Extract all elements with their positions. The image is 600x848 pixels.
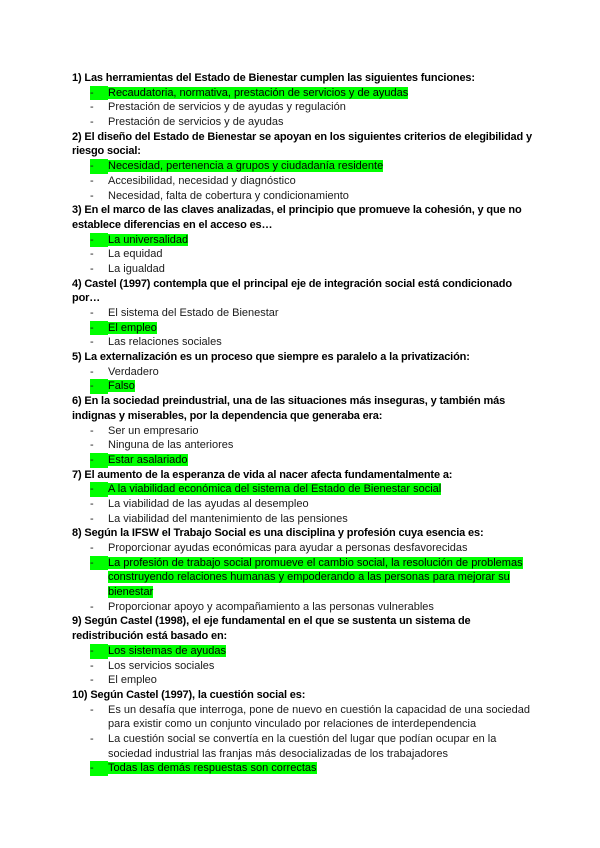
answer-option-text: El empleo (108, 321, 157, 334)
bullet-dash: - (90, 761, 108, 776)
bullet-dash: - (90, 556, 108, 571)
answer-option-correct (72, 761, 542, 776)
answer-option (72, 262, 542, 277)
answer-option (72, 100, 542, 115)
question-2: 2) El diseño del Estado de Bienestar se apoyan en los siguientes criterios de elegibilidad y riesgo social: (72, 130, 532, 158)
answer-option-correct (72, 159, 542, 174)
question-6: 6) En la sociedad preindustrial, una de las situaciones más inseguras, y también más indignas y miserables, por la dependencia que generaba era: (72, 395, 506, 422)
answer-option-text: Accesibilidad, necesidad y diagnóstico (108, 174, 296, 187)
bullet-dash: - (90, 497, 94, 510)
bullet-dash: - (90, 732, 94, 745)
bullet-dash: - (90, 262, 94, 275)
answer-option-text: A la viabilidad económica del sistema del Estado de Bienestar social (108, 483, 442, 496)
answer-option (72, 174, 542, 189)
answer-option (72, 541, 542, 556)
answer-option-text: La viabilidad del mantenimiento de las pensiones (108, 512, 348, 525)
answer-option (72, 703, 542, 732)
bullet-dash: - (90, 365, 94, 378)
answer-option-text: Prestación de servicios y de ayudas y regulación (108, 101, 346, 114)
bullet-dash: - (90, 336, 94, 349)
answer-option-text: Es un desafía que interroga, pone de nuevo en cuestión la capacidad de una sociedad para existir como un conjunto vinculado por relaciones de interdependencia (108, 703, 530, 731)
answer-option (72, 732, 542, 761)
answer-option-correct (72, 233, 542, 248)
bullet-dash: - (90, 644, 108, 659)
answer-option-text: Falso (108, 380, 135, 393)
quiz-document (72, 71, 542, 776)
bullet-dash: - (90, 379, 108, 394)
answer-option-text: Los sistemas de ayudas (108, 644, 227, 657)
bullet-dash: - (90, 189, 94, 202)
bullet-dash: - (90, 424, 94, 437)
answer-option-text: El sistema del Estado de Bienestar (108, 307, 279, 319)
bullet-dash: - (90, 600, 94, 613)
bullet-dash: - (90, 86, 108, 101)
bullet-dash: - (90, 453, 108, 468)
answer-option-text: Estar asalariado (108, 453, 188, 466)
answer-option-text: Prestación de servicios y de ayudas (108, 116, 284, 129)
answer-option-text: La viabilidad de las ayudas al desempleo (108, 497, 309, 510)
answer-option-correct (72, 321, 542, 336)
answer-option (72, 659, 542, 674)
answer-option-correct (72, 482, 542, 497)
answer-option-text: Todas las demás respuestas son correctas (108, 762, 317, 775)
bullet-dash: - (90, 542, 94, 554)
answer-option-text: Verdadero (108, 365, 159, 378)
bullet-dash: - (90, 482, 108, 497)
bullet-dash: - (90, 321, 108, 336)
question-9: 9) Según Castel (1998), el eje fundamental en el que se sustenta un sistema de redistribución está basado en: (72, 615, 471, 643)
bullet-dash: - (90, 233, 108, 248)
question-3: 3) En el marco de las claves analizadas, el principio que promueve la cohesión, y que no establece diferencias en el acceso es… (72, 204, 522, 231)
question-1: 1) Las herramientas del Estado de Bienestar cumplen las siguientes funciones: (72, 72, 475, 84)
answer-option-text: Recaudatoria, normativa, prestación de servicios y de ayudas (108, 86, 409, 99)
bullet-dash: - (90, 703, 94, 716)
answer-option (72, 438, 542, 453)
answer-option (72, 497, 542, 512)
answer-option (72, 365, 542, 380)
answer-option (72, 600, 542, 615)
answer-option-correct (72, 86, 542, 101)
answer-option (72, 512, 542, 527)
answer-option-text: La igualdad (108, 262, 165, 275)
answer-option-text: Ser un empresario (108, 424, 199, 437)
question-7: 7) El aumento de la esperanza de vida al nacer afecta fundamentalmente a: (72, 468, 453, 481)
answer-option-text: La cuestión social se convertía en la cuestión del lugar que podían ocupar en la sociedad industrial las franjas más desocializadas de los trabajadores (108, 732, 497, 760)
answer-option-text: Ninguna de las anteriores (108, 439, 234, 452)
bullet-dash: - (90, 674, 94, 687)
bullet-dash: - (90, 159, 108, 174)
bullet-dash: - (90, 307, 94, 319)
bullet-dash: - (90, 659, 94, 672)
answer-option-text: Necesidad, pertenencia a grupos y ciudadanía residente (108, 160, 384, 173)
answer-option-correct (72, 644, 542, 659)
answer-option-text: Los servicios sociales (108, 659, 215, 672)
answer-option (72, 247, 542, 262)
question-4: 4) Castel (1997) contempla que el principal eje de integración social está condicionado por… (72, 277, 512, 305)
answer-option (72, 189, 542, 204)
answer-option-text: Las relaciones sociales (108, 336, 222, 349)
bullet-dash: - (90, 248, 94, 261)
answer-option-text: La universalidad (108, 233, 189, 246)
answer-option-text: La profesión de trabajo social promueve el cambio social, la resolución de problemas construyendo relaciones humanas y empoderando a las personas para mejorar su bienestar (108, 556, 523, 599)
answer-option (72, 335, 542, 350)
bullet-dash: - (90, 101, 94, 114)
bullet-dash: - (90, 174, 94, 187)
bullet-dash: - (90, 439, 94, 452)
answer-option-text: Proporcionar ayudas económicas para ayudar a personas desfavorecidas (108, 542, 468, 554)
answer-option-correct (72, 556, 542, 600)
question-5: 5) La externalización es un proceso que siempre es paralelo a la privatización: (72, 351, 470, 364)
answer-option (72, 424, 542, 439)
answer-option (72, 306, 542, 321)
answer-option-text: La equidad (108, 248, 163, 261)
question-10: 10) Según Castel (1997), la cuestión social es: (72, 688, 306, 701)
answer-option (72, 115, 542, 130)
answer-option-correct (72, 379, 542, 394)
question-8: 8) Según la IFSW el Trabajo Social es una disciplina y profesión cuya esencia es: (72, 527, 484, 540)
answer-option-correct (72, 453, 542, 468)
answer-option-text: El empleo (108, 674, 157, 687)
bullet-dash: - (90, 116, 94, 129)
answer-option (72, 673, 542, 688)
answer-option-text: Proporcionar apoyo y acompañamiento a las personas vulnerables (108, 600, 434, 613)
answer-option-text: Necesidad, falta de cobertura y condicionamiento (108, 189, 349, 202)
bullet-dash: - (90, 512, 94, 525)
